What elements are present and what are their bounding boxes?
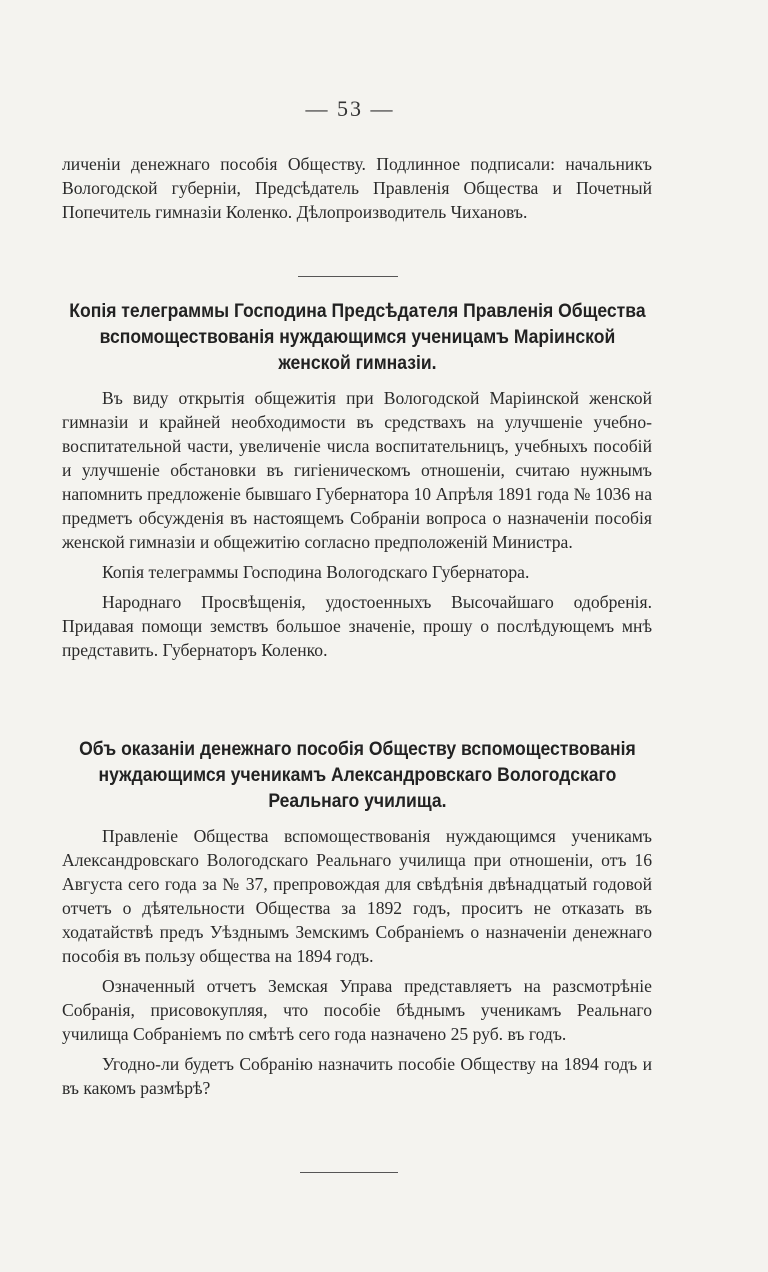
section-2: [62, 736, 652, 814]
section-1-body: [62, 386, 652, 662]
continuation-paragraph: личеніи денежнаго пособія Обществу. Подлинное подписали: начальникъ Вологодской губерніи, Предсѣдатель Правленія Общества и Почетный Попечитель гимназіи Коленко. Дѣлопроизводитель Чихановъ.: [62, 154, 652, 222]
section-2-paragraph-3: Угодно-ли будетъ Собранію назначить пособіе Обществу на 1894 годъ и въ какомъ размѣрѣ?: [62, 1054, 652, 1098]
page-number: — 53 —: [305, 96, 395, 121]
section-1: [62, 298, 652, 376]
section-2-paragraph-2: Означенный отчетъ Земская Управа представляетъ на разсмотрѣніе Собранія, присовокупляя, что пособіе бѣднымъ ученикамъ Реальнаго училища Собраніемъ по смѣтѣ сего года назначено 25 руб. въ годъ.: [62, 976, 652, 1044]
section-1-paragraph-1: Въ виду открытія общежитія при Вологодской Маріинской женской гимназіи и крайней необходимости въ средствахъ на улучшеніе учебно-воспитательной части, увеличеніе числа воспитательницъ, учебныхъ пособій и улучшеніе обстановки въ гигіеническомъ отношеніи, считаю нужнымъ напомнить предложеніе бывшаго Губернатора 10 Апрѣля 1891 года № 1036 на предметъ обсужденія въ настоящемъ Собраніи вопроса о назначеніи пособія женской гимназіи и общежитію согласно предположеній Министра.: [62, 388, 652, 552]
section-2-body: [62, 824, 652, 1100]
section-2-paragraph-1: Правленіе Общества вспомоществованія нуждающимся ученикамъ Александровскаго Вологодскаго Реальнаго училища при отношеніи, отъ 16 Августа сего года за № 37, препровождая для свѣдѣнія двѣнадцатый годовой отчетъ о дѣятельности Общества за 1892 годъ, проситъ не отказать въ ходатайствѣ предъ Уѣзднымъ Земскимъ Собраніемъ о назначеніи денежнаго пособія въ пользу общества на 1894 годъ.: [62, 826, 652, 966]
section-1-paragraph-3: Народнаго Просвѣщенія, удостоенныхъ Высочайшаго одобренія. Придавая помощи земствъ большое значеніе, прошу о послѣдующемъ мнѣ представить. Губернаторъ Коленко.: [62, 592, 652, 660]
section-1-paragraph-2: Копія телеграммы Господина Вологодскаго Губернатора.: [102, 562, 530, 582]
section-1-heading: Копія телеграммы Господина Предсѣдателя Правленія Общества вспомоществованія нуждающимся ученицамъ Маріинской женской гимназіи.: [68, 300, 646, 374]
section-2-heading: Объ оказаніи денежнаго пособія Обществу вспомоществованія нуждающимся ученикамъ Александровскаго Вологодскаго Реальнаго училища.: [78, 738, 636, 812]
section-divider: [298, 276, 398, 277]
continuation-block: [62, 152, 652, 224]
end-divider: [300, 1172, 398, 1173]
